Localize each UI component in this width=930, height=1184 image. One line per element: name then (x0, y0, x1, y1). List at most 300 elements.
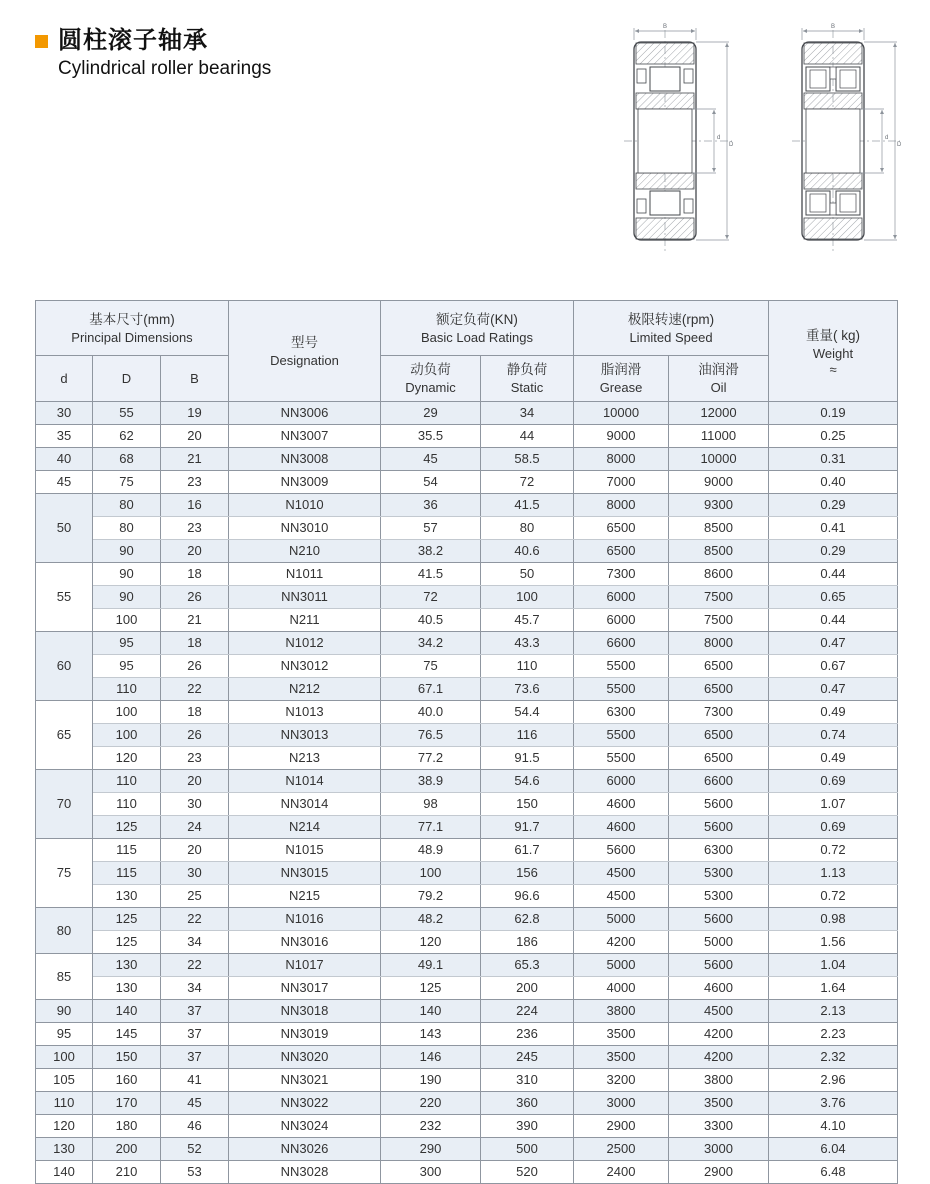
cell-oil: 12000 (669, 402, 769, 425)
cell-oil: 5000 (669, 931, 769, 954)
cell-oil: 9300 (669, 494, 769, 517)
cell-B: 26 (161, 655, 229, 678)
cell-weight: 1.07 (769, 793, 898, 816)
header-speed-zh: 极限转速(rpm) (627, 311, 715, 327)
cell-D: 68 (93, 448, 161, 471)
cell-oil: 6500 (669, 655, 769, 678)
cell-B: 41 (161, 1069, 229, 1092)
table-row (36, 862, 898, 885)
cell-oil: 6500 (669, 678, 769, 701)
table-row (36, 586, 898, 609)
cell-static: 65.3 (481, 954, 574, 977)
table-row (36, 724, 898, 747)
cell-oil: 4200 (669, 1023, 769, 1046)
cell-weight: 0.29 (769, 540, 898, 563)
cell-designation: NN3028 (229, 1161, 381, 1184)
cell-designation: N210 (229, 540, 381, 563)
cell-designation: NN3014 (229, 793, 381, 816)
cell-B: 19 (161, 402, 229, 425)
header-designation-en: Designation (270, 352, 339, 368)
table-row (36, 816, 898, 839)
cell-weight: 0.19 (769, 402, 898, 425)
cell-dynamic: 77.1 (381, 816, 481, 839)
table-row (36, 908, 898, 931)
table-row (36, 954, 898, 977)
cell-designation: N1010 (229, 494, 381, 517)
cell-dynamic: 232 (381, 1115, 481, 1138)
cell-grease: 2900 (574, 1115, 669, 1138)
table-row (36, 931, 898, 954)
cell-dynamic: 48.9 (381, 839, 481, 862)
cell-grease: 6300 (574, 701, 669, 724)
cell-oil: 6500 (669, 747, 769, 770)
page-title-zh: 圆柱滚子轴承 (58, 27, 208, 54)
cell-static: 40.6 (481, 540, 574, 563)
table-row (36, 770, 898, 793)
cell-grease: 10000 (574, 402, 669, 425)
cell-oil: 3500 (669, 1092, 769, 1115)
cell-D: 90 (93, 586, 161, 609)
cell-D: 115 (93, 862, 161, 885)
cell-static: 58.5 (481, 448, 574, 471)
table-row (36, 839, 898, 862)
cell-static: 310 (481, 1069, 574, 1092)
cell-D: 75 (93, 471, 161, 494)
cell-grease: 6500 (574, 540, 669, 563)
cell-designation: N212 (229, 678, 381, 701)
table-row (36, 494, 898, 517)
header-weight-approx: ≈ (829, 361, 837, 377)
cell-designation: NN3010 (229, 517, 381, 540)
cell-dynamic: 140 (381, 1000, 481, 1023)
cell-dynamic: 40.0 (381, 701, 481, 724)
dim-label-d: d (717, 135, 721, 141)
cell-dynamic: 72 (381, 586, 481, 609)
cell-dynamic: 220 (381, 1092, 481, 1115)
header-dynamic-en: Dynamic (405, 380, 456, 395)
cell-grease: 4500 (574, 885, 669, 908)
cell-weight: 0.40 (769, 471, 898, 494)
cell-dynamic: 100 (381, 862, 481, 885)
cell-weight: 0.72 (769, 839, 898, 862)
spec-table (35, 300, 898, 1184)
cell-dynamic: 48.2 (381, 908, 481, 931)
cell-static: 61.7 (481, 839, 574, 862)
cell-weight: 0.69 (769, 816, 898, 839)
cell-static: 50 (481, 563, 574, 586)
cell-static: 236 (481, 1023, 574, 1046)
cell-oil: 8000 (669, 632, 769, 655)
header-limited-speed (574, 301, 769, 356)
cell-oil: 7500 (669, 586, 769, 609)
cell-designation: N1015 (229, 839, 381, 862)
cell-dynamic: 38.2 (381, 540, 481, 563)
cell-D: 170 (93, 1092, 161, 1115)
dim-label-b: B (830, 24, 836, 30)
cell-dynamic: 35.5 (381, 425, 481, 448)
cell-B: 45 (161, 1092, 229, 1115)
cell-weight: 0.65 (769, 586, 898, 609)
cell-grease: 4600 (574, 793, 669, 816)
cell-dynamic: 146 (381, 1046, 481, 1069)
cell-static: 54.4 (481, 701, 574, 724)
cell-d: 65 (36, 701, 93, 770)
cell-grease: 6000 (574, 609, 669, 632)
cell-oil: 4500 (669, 1000, 769, 1023)
cell-D: 120 (93, 747, 161, 770)
cell-D: 100 (93, 609, 161, 632)
header-designation (229, 301, 381, 402)
cell-grease: 5000 (574, 908, 669, 931)
cell-D: 210 (93, 1161, 161, 1184)
cell-grease: 3200 (574, 1069, 669, 1092)
cell-D: 90 (93, 563, 161, 586)
dim-label-D: D (729, 142, 734, 148)
cell-d: 50 (36, 494, 93, 563)
cell-d: 70 (36, 770, 93, 839)
cell-grease: 5500 (574, 655, 669, 678)
cell-designation: NN3020 (229, 1046, 381, 1069)
header-col-D: D (93, 356, 161, 402)
table-row (36, 540, 898, 563)
header-col-d: d (36, 356, 93, 402)
cell-weight: 0.74 (769, 724, 898, 747)
cell-designation: NN3011 (229, 586, 381, 609)
cell-D: 110 (93, 770, 161, 793)
cell-oil: 6300 (669, 839, 769, 862)
cell-oil: 5600 (669, 954, 769, 977)
header-speed-en: Limited Speed (629, 329, 713, 345)
cell-designation: N214 (229, 816, 381, 839)
cell-grease: 7300 (574, 563, 669, 586)
cell-B: 23 (161, 747, 229, 770)
cell-dynamic: 29 (381, 402, 481, 425)
cell-dynamic: 57 (381, 517, 481, 540)
cell-B: 34 (161, 931, 229, 954)
cell-static: 520 (481, 1161, 574, 1184)
cell-d: 140 (36, 1161, 93, 1184)
cell-weight: 2.96 (769, 1069, 898, 1092)
header-sub-row (36, 356, 898, 402)
cell-D: 125 (93, 931, 161, 954)
cell-static: 43.3 (481, 632, 574, 655)
cell-static: 156 (481, 862, 574, 885)
cell-dynamic: 143 (381, 1023, 481, 1046)
cell-dynamic: 67.1 (381, 678, 481, 701)
header-group-row (36, 301, 898, 356)
cell-grease: 2500 (574, 1138, 669, 1161)
header-weight (769, 301, 898, 402)
cell-static: 224 (481, 1000, 574, 1023)
cell-weight: 3.76 (769, 1092, 898, 1115)
table-row (36, 885, 898, 908)
cell-grease: 2400 (574, 1161, 669, 1184)
cell-oil: 11000 (669, 425, 769, 448)
cell-designation: N1013 (229, 701, 381, 724)
cell-grease: 3000 (574, 1092, 669, 1115)
cell-B: 22 (161, 908, 229, 931)
cell-d: 45 (36, 471, 93, 494)
cell-B: 52 (161, 1138, 229, 1161)
cell-oil: 9000 (669, 471, 769, 494)
cell-static: 72 (481, 471, 574, 494)
cell-grease: 6600 (574, 632, 669, 655)
header-dynamic-zh: 动负荷 (410, 362, 451, 377)
orange-bullet-icon (35, 35, 48, 48)
cell-weight: 0.49 (769, 701, 898, 724)
cell-designation: N1012 (229, 632, 381, 655)
cell-weight: 0.98 (769, 908, 898, 931)
cell-dynamic: 300 (381, 1161, 481, 1184)
cell-designation: NN3017 (229, 977, 381, 1000)
cell-oil: 5300 (669, 862, 769, 885)
cell-static: 45.7 (481, 609, 574, 632)
table-row (36, 471, 898, 494)
cell-grease: 5500 (574, 747, 669, 770)
cell-grease: 5000 (574, 954, 669, 977)
cell-B: 53 (161, 1161, 229, 1184)
cell-weight: 4.10 (769, 1115, 898, 1138)
table-row (36, 701, 898, 724)
cell-oil: 10000 (669, 448, 769, 471)
cell-D: 110 (93, 678, 161, 701)
header-grease-en: Grease (599, 380, 643, 395)
cell-B: 20 (161, 540, 229, 563)
cell-D: 200 (93, 1138, 161, 1161)
cell-oil: 5300 (669, 885, 769, 908)
cell-designation: NN3021 (229, 1069, 381, 1092)
cell-static: 91.5 (481, 747, 574, 770)
cell-weight: 0.49 (769, 747, 898, 770)
header-dims-en: Principal Dimensions (71, 329, 193, 345)
table-row (36, 1046, 898, 1069)
cell-d: 55 (36, 563, 93, 632)
header-weight-en: Weight (812, 345, 854, 361)
cell-grease: 3500 (574, 1046, 669, 1069)
cell-d: 30 (36, 402, 93, 425)
cell-designation: N1011 (229, 563, 381, 586)
cell-grease: 8000 (574, 448, 669, 471)
cell-weight: 1.64 (769, 977, 898, 1000)
cell-B: 18 (161, 701, 229, 724)
cell-d: 100 (36, 1046, 93, 1069)
cell-designation: NN3019 (229, 1023, 381, 1046)
cell-weight: 6.48 (769, 1161, 898, 1184)
table-row (36, 402, 898, 425)
cell-d: 35 (36, 425, 93, 448)
dim-label-b: B (662, 24, 668, 30)
cell-d: 130 (36, 1138, 93, 1161)
cell-static: 390 (481, 1115, 574, 1138)
cell-static: 96.6 (481, 885, 574, 908)
cell-weight: 1.04 (769, 954, 898, 977)
cell-B: 20 (161, 425, 229, 448)
cell-static: 62.8 (481, 908, 574, 931)
cell-d: 120 (36, 1115, 93, 1138)
cell-D: 110 (93, 793, 161, 816)
cell-grease: 5500 (574, 724, 669, 747)
cell-designation: N1016 (229, 908, 381, 931)
cell-B: 26 (161, 724, 229, 747)
cell-weight: 0.41 (769, 517, 898, 540)
cell-d: 75 (36, 839, 93, 908)
cell-designation: NN3007 (229, 425, 381, 448)
cell-B: 18 (161, 563, 229, 586)
cell-static: 110 (481, 655, 574, 678)
cell-D: 95 (93, 655, 161, 678)
cell-dynamic: 76.5 (381, 724, 481, 747)
cell-B: 22 (161, 954, 229, 977)
table-head (36, 301, 898, 402)
table-row (36, 517, 898, 540)
cell-weight: 0.72 (769, 885, 898, 908)
table-row (36, 977, 898, 1000)
cell-grease: 6000 (574, 770, 669, 793)
table-row (36, 1069, 898, 1092)
cell-designation: NN3026 (229, 1138, 381, 1161)
table-row (36, 609, 898, 632)
cell-designation: N1017 (229, 954, 381, 977)
cell-B: 23 (161, 517, 229, 540)
cell-B: 30 (161, 793, 229, 816)
cell-static: 73.6 (481, 678, 574, 701)
cell-static: 245 (481, 1046, 574, 1069)
cell-designation: NN3015 (229, 862, 381, 885)
page-title-block (35, 26, 271, 82)
cell-designation: NN3016 (229, 931, 381, 954)
cell-oil: 6600 (669, 770, 769, 793)
cell-dynamic: 36 (381, 494, 481, 517)
cell-d: 95 (36, 1023, 93, 1046)
cell-D: 55 (93, 402, 161, 425)
cell-oil: 8600 (669, 563, 769, 586)
cell-B: 20 (161, 839, 229, 862)
cell-designation: NN3012 (229, 655, 381, 678)
cell-d: 85 (36, 954, 93, 1000)
cell-B: 37 (161, 1046, 229, 1069)
cell-static: 41.5 (481, 494, 574, 517)
cell-designation: NN3008 (229, 448, 381, 471)
table-row (36, 425, 898, 448)
header-dynamic (381, 356, 481, 402)
cell-D: 130 (93, 954, 161, 977)
cell-d: 90 (36, 1000, 93, 1023)
header-grease-zh: 脂润滑 (600, 362, 642, 377)
cell-designation: NN3024 (229, 1115, 381, 1138)
cell-grease: 7000 (574, 471, 669, 494)
cell-D: 80 (93, 494, 161, 517)
table-row (36, 747, 898, 770)
cell-dynamic: 77.2 (381, 747, 481, 770)
cell-weight: 0.44 (769, 563, 898, 586)
cell-static: 44 (481, 425, 574, 448)
cell-oil: 4600 (669, 977, 769, 1000)
cell-B: 25 (161, 885, 229, 908)
cell-D: 150 (93, 1046, 161, 1069)
cell-B: 30 (161, 862, 229, 885)
cell-B: 26 (161, 586, 229, 609)
header-weight-zh: 重量( kg) (806, 327, 861, 343)
cell-static: 360 (481, 1092, 574, 1115)
cell-B: 21 (161, 448, 229, 471)
header-dims-zh: 基本尺寸(mm) (89, 311, 175, 327)
header-static-en: Static (510, 380, 544, 395)
cell-D: 125 (93, 816, 161, 839)
cell-dynamic: 98 (381, 793, 481, 816)
cell-static: 186 (481, 931, 574, 954)
cell-designation: N211 (229, 609, 381, 632)
cell-dynamic: 125 (381, 977, 481, 1000)
header-principal-dimensions (36, 301, 229, 356)
cell-weight: 2.13 (769, 1000, 898, 1023)
cell-static: 200 (481, 977, 574, 1000)
cell-dynamic: 45 (381, 448, 481, 471)
cell-d: 80 (36, 908, 93, 954)
cell-grease: 6500 (574, 517, 669, 540)
cell-dynamic: 38.9 (381, 770, 481, 793)
cell-dynamic: 75 (381, 655, 481, 678)
cell-oil: 2900 (669, 1161, 769, 1184)
cell-grease: 4600 (574, 816, 669, 839)
cell-designation: N1014 (229, 770, 381, 793)
header-oil-zh: 油润滑 (698, 362, 739, 377)
cell-weight: 0.44 (769, 609, 898, 632)
cell-D: 80 (93, 517, 161, 540)
table-body (36, 402, 898, 1184)
cell-d: 60 (36, 632, 93, 701)
cell-oil: 8500 (669, 540, 769, 563)
cell-oil: 7500 (669, 609, 769, 632)
cell-B: 37 (161, 1000, 229, 1023)
table-row (36, 1138, 898, 1161)
cell-B: 23 (161, 471, 229, 494)
cell-dynamic: 34.2 (381, 632, 481, 655)
cell-weight: 2.23 (769, 1023, 898, 1046)
cell-grease: 9000 (574, 425, 669, 448)
cell-static: 91.7 (481, 816, 574, 839)
cell-grease: 3800 (574, 1000, 669, 1023)
cell-oil: 3000 (669, 1138, 769, 1161)
header-grease (574, 356, 669, 402)
cell-static: 150 (481, 793, 574, 816)
cell-weight: 0.25 (769, 425, 898, 448)
header-designation-zh: 型号 (291, 334, 318, 350)
header-oil-en: Oil (710, 380, 727, 395)
cell-grease: 4000 (574, 977, 669, 1000)
dim-label-D: D (897, 142, 902, 148)
cell-designation: NN3018 (229, 1000, 381, 1023)
header-oil (669, 356, 769, 402)
cell-D: 115 (93, 839, 161, 862)
cell-designation: NN3006 (229, 402, 381, 425)
cell-dynamic: 49.1 (381, 954, 481, 977)
cell-oil: 7300 (669, 701, 769, 724)
cell-B: 16 (161, 494, 229, 517)
dim-label-d: d (885, 135, 889, 141)
cell-dynamic: 290 (381, 1138, 481, 1161)
table-row (36, 655, 898, 678)
cell-D: 160 (93, 1069, 161, 1092)
cell-dynamic: 79.2 (381, 885, 481, 908)
cell-designation: NN3013 (229, 724, 381, 747)
table-row (36, 1023, 898, 1046)
table-row (36, 448, 898, 471)
cell-static: 500 (481, 1138, 574, 1161)
cell-D: 100 (93, 724, 161, 747)
cell-D: 125 (93, 908, 161, 931)
cell-oil: 8500 (669, 517, 769, 540)
header-load-ratings (381, 301, 574, 356)
